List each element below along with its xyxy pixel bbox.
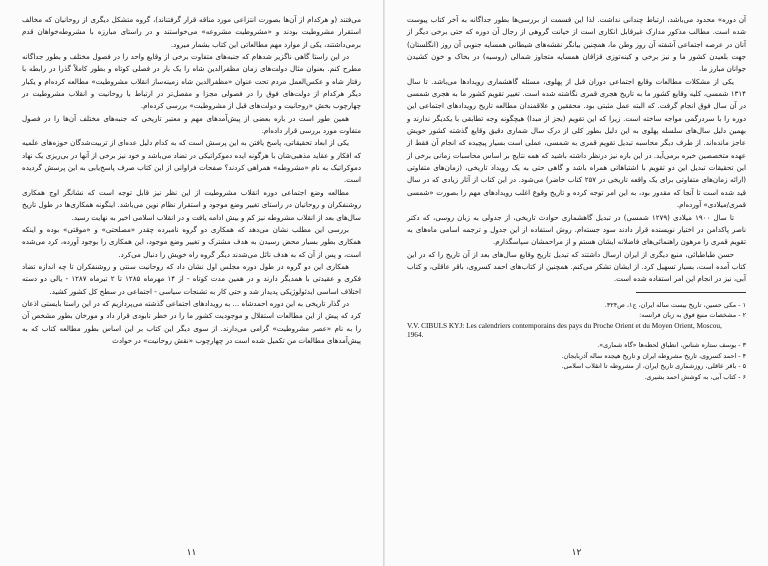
right-page (384, 0, 768, 566)
paragraph: مطالعه وضع اجتماعی دوره انقلاب مشروطیت از این نظر نیز قابل توجه است که نشانگر اوج همکاری روشنفکران و روحانیان در راستای تغییر وضع موجود و استقرار نظام نوین می‌باشد. اینگونه همکاری‌ها در طول تاریخ سال‌های بعد از انقلاب مشروطه نیز کم و بیش ادامه یافت و در انقلاب اسلامی اخیر به نهایت رسید. (22, 187, 361, 222)
paragraph: حسن طباطبائی، منبع دیگری از ایران ارسال داشتند که تبدیل تاریخ وقایع سال‌های بعد از آن تاریخ را که در این کتاب آمده است، بسیار تسهیل کرد. از ایشان تشکر می‌کنم. همچنین از کتاب‌های احمد کسروی، باقر عاقلی، و کتاب آبی، نیز در انجام این امر استفاده شده است. (407, 249, 746, 284)
paragraph: بررسی این مطلب نشان می‌دهد که همکاری دو گروه نامبرده چقدر «مصلحتی» و «موقتی» بوده و اینکه همکاری بطور بسیار محض رسیدن به هدف مشترک و تغییر وضع موجود، این همکاری را بوجود آورده، کرد می‌شده است، و پس از آن که به هدف نائل می‌شدند دیگر گروه راه خویش را دنبال می‌کرد. (22, 224, 361, 259)
right-page-body (407, 14, 746, 286)
paragraph: تا سال ۱۹۰۰ میلادی (۱۲۷۹ شمسی) در تبدیل گاهشماری حوادث تاریخی، از جدولی به زبان روسی، که دکتر ناصر پاکدامن در اختیار نویسنده قرار دادند سود جسته‌ام. روش استفاده از این جدول و ترجمه اسامی ماه‌های به تقویم قمری را مرهون راهنمائی‌های فاضلانه ایشان هستم و از مراحمشان سپاسگذارم. (407, 212, 746, 247)
paragraph: یکی از مشکلات مطالعات وقایع اجتماعی دوران قبل از پهلوی، مسئله گاهشماری رویدادها می‌باشد. تا سال ۱۳۱۴ شمسی، کلیه وقایع کشور ما به تاریخ هجری قمری نگاشته شده است. تغییر تقویم کشور ما به هجری شمسی در آن سال فوق انجام گرفت. که البته عمل مثبتی بود. محققین و علاقمندان مطالعه تاریخ رویدادهای اجتماعی این دوره را با سردرگمی مواجه ساخته است. زیرا که این تقویم (بجز از مبدا) هیچگونه وجه تطابقی با یکدیگر ندارند و بهمین دلیل سال‌های سلسله پهلوی به این دلیل بطور کلی از درک سال شماری دقیق وقایع گذشته کشور خویش عاجز مانده‌اند. از طرف دیگر محاسبه تبدیل تقویم قمری به شمسی، عملی است بسیار پیچیده که انجام آن فقط از عهده متخصصین خبره برمی‌آید. در این باره نیز درنظر داشته باشید که همه نتایج بر اساس محاسبات زمانی برخی از این تحقیقات تبدیل این دو تقویم با اشتباهاتی همراه باشد و گاهی حتی به یک رویداد تاریخی، (زمان‌های متفاوتی (ارائه زمان‌های متفاوتی برای یک واقعه تاریخی در ۲۵۷ کتاب حاضر) می‌شود. در این کتاب از آثار زیادی که در سال قید شده است تا آنجا که مقدور بود، به این امر توجه کرده و تاریخ وقوع اغلب رویدادهای مهم را بصورت «شمسی قمری/میلادی» آورده‌ام. (407, 76, 746, 210)
footnote: ۴ - احمد کسروی، تاریخ مشروطه ایران و تاریخ هیجده ساله آذربایجان. (561, 351, 746, 360)
footnote: ۲ - مشخصات منبع فوق به زبان فرانسه: (639, 311, 746, 320)
footnote: ۱ - مکی حسین، تاریخ بیست ساله ایران، ج۱، ص۳۲۴. (604, 300, 746, 309)
paragraph: آن دوره» محدود می‌باشد، ارتباط چندانی نداشت. لذا این قسمت از بررسی‌ها بطور جداگانه به آخر کتاب پیوست شده است. مطالب مذکور مدارک غیرقابل انکاری است از خیانت گروهی از رجال آن دوره که حتی برخی دیگر از آنان در عرصه اجتماعی آشفته آن روز وطن ما، همچنین بیانگر نقشه‌های شیطانی همسایه جنوبی آن روز (انگلستان) جهت بلعیدن کشور ما و نیز برخی و کینه‌توزی قزاقان همسایه متجاوز شمالی (روسیه) در بخاک و خون کشیدن جوانان مبارز ما. (407, 15, 746, 74)
paragraph: می‌فتند (و هرکدام از آن‌ها بصورت انتزاعی مورد مناقه قرار گرفتناند)، گروه متشکل دیگری از روحانیان که مخالف استقرار مشروطیت بودند و «مشروطیت مشروعه» می‌خواستند و در راستای مبارزه با مشروطه‌خواهان قدم برمی‌داشتند، یکی از موارد مهم مطالعاتی این کتاب بشمار میرود. (22, 15, 361, 49)
paragraph: یکی از ابعاد تحقیقاتی، پاسخ یافتن به این پرسش است که به کدام دلیل عده‌ای از تربیت‌شدگان حوزه‌های علمیه که افکار و عقاید مذهبی‌شان با هرگونه ایده دموکراتیکی در تضاد می‌باشد و خود نیز برخی از آنها در بی‌ریزی یک نهاد دموکراتیک به نام «مشروطه» همراهی کردند؟ صفحات فراوانی از این کتاب صرف پاسخ‌یابی به این پرسش گردیده است. (22, 138, 361, 185)
paragraph: همین طور است در باره بعضی از پیش‌آمدهای مهم و معتبر تاریخی که جنبه‌های مختلف آن‌ها را در فصول متفاوت مورد بررسی قرار داده‌ام. (22, 113, 361, 136)
paragraph: همکاری این دو گروه در طول دوره مجلس اول نشان داد که روحانیت سنتی و روشنفکران تا چه اندازه تضاد فکری و عقیدتی با همدیگر دارند و در همین مدت کوتاه - از ۱۴ مهرماه ۱۲۸۵ تا ۲ تیرماه ۱۲۸۷ - یالی دو دسته اختلاف اساسی ایدئولوژیکی پدیدار شد و حتی کار به تشنجات سیاسی - اجتماعی در سطح کل کشور کشید. (22, 261, 362, 296)
page-number: ۱۲ (571, 548, 582, 558)
footnotes (407, 300, 746, 383)
footnote: ۶ - کتاب آبی، به کوشش احمد بشیری. (644, 372, 746, 381)
paragraph: در این راستا گاهی ناگزیر شدهام که جنبه‌های متفاوت برخی از وقایع واحد را در فصول مختلف و بطور جداگانه مطرح کنم. بعنوان مثال دولت‌های زمان مظفرالدین شاه را یک بار در فصلی کوتاه و بطور کاملاً گذرا در رابطه با رفتار شاه و عکس‌العمل مردم تحت عنوان «مظفرالدین شاه زمینه‌ساز انقلاب مشروطیت» مطالعه کرده‌ام و یکبار دیگر هرکدام از دولت‌های فوق را در فصولی مجزا و مفصل‌تر در ارتباط با روحانیت و انقلاب مشروطیت در چهارچوب بخش «روحانیت و دولت‌های قبل از مشروطیت» بررسی کرده‌ام. (22, 52, 361, 111)
footnote-latin: V.V. CIBULS KYJ: Les calendriers contemporains des pays du Proche Orient et du Moyen Orient, Moscou, 1964. (407, 320, 722, 340)
page-number: ۱۱ (186, 548, 197, 558)
footnote: ۵ - باقر عاقلی، روزشماری تاریخ ایران، از مشروطه تا انقلاب اسلامی. (561, 362, 746, 371)
left-page-body (22, 14, 361, 347)
paragraph: در گذار تاریخی به این دوره احمدشاه ... به رویدادهای اجتماعی گذشته می‌پردازیم که در این راستا بایستی اذعان کرد که پیش از این مطالعات استقلال و موجودیت کشور ما را در خطر نابودی قرار داد و مورخان بطور مشخص آن را به نام «عصر مشروطیت» گرامی می‌دارند. از سوی دیگر این کتاب بر این اساس بطور مطالعه کتاب که به پیش‌آمدهای مطالعات من تکمیل شده است در چهارچوب «نقش روحانیت» در حوادث (22, 298, 361, 345)
footnote-rule (636, 292, 746, 297)
footnote: ۳ - یوسف ستاره شناس، انطباق لحظه‌ها «گاه شماری». (597, 340, 746, 349)
